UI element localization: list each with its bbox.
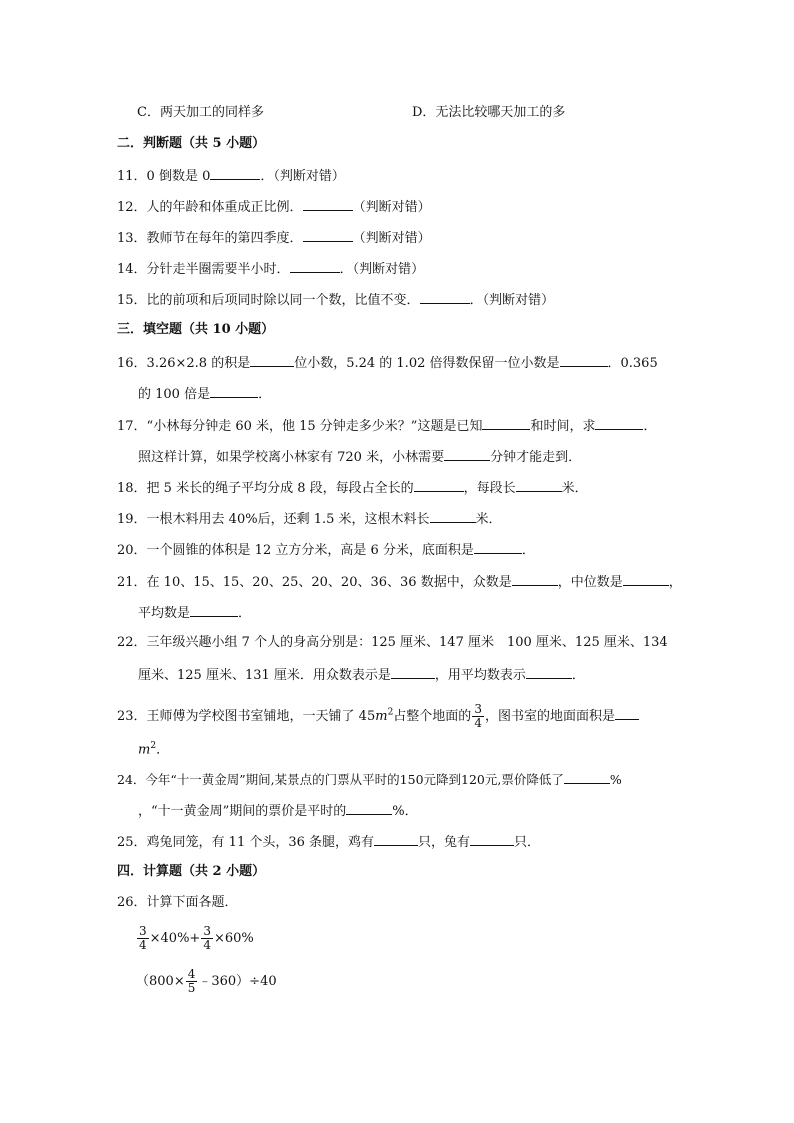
question-text: 一根木料用去 40%后，还剩 1.5 米，这根木料长: [146, 512, 430, 527]
question-23-line-2: [138, 737, 169, 759]
question-text: ．0.365: [607, 356, 658, 371]
answer-blank[interactable]: [414, 478, 464, 492]
answer-blank[interactable]: [346, 801, 392, 815]
fraction-four-fifths: $\frac{4}{5}$: [187, 967, 196, 995]
fraction-three-quarters: $\frac{3}{4}$: [139, 924, 147, 952]
question-22-line-1: [117, 634, 668, 652]
question-number: 20．: [117, 543, 147, 558]
question-text: 的 100 倍是: [138, 387, 211, 402]
question-text: 米．: [561, 481, 588, 496]
question-text: ，用平均数表示: [434, 668, 526, 683]
option-d: D．无法比较哪天加工的多: [412, 105, 566, 120]
answer-blank[interactable]: [512, 572, 558, 586]
question-text: ．: [238, 606, 252, 621]
question-text: 比的前项和后项同时除以同一个数，比值不变．: [146, 293, 420, 308]
question-text: 把 5 米长的绳子平均分成 8 段，每段占全长的: [146, 481, 414, 496]
answer-blank[interactable]: [526, 665, 572, 679]
expression-text: ×60%: [213, 931, 254, 946]
answer-blank[interactable]: [391, 665, 435, 679]
question-text: 计算下面各题．: [146, 895, 238, 910]
answer-blank[interactable]: [444, 447, 490, 461]
fraction-three-quarters: $\frac{3}{4}$: [474, 702, 482, 730]
question-25: [117, 832, 540, 852]
question-text: 和时间，求: [530, 419, 596, 434]
question-13: [117, 228, 431, 248]
expression-text: ﹣360）÷40: [198, 974, 277, 989]
question-text: ．: [258, 387, 272, 402]
question-text: 教师节在每年的第四季度．: [146, 231, 303, 246]
question-23-line-1: [117, 703, 639, 730]
answer-blank[interactable]: [420, 290, 470, 304]
question-text: ，: [668, 575, 682, 590]
question-text: 今年“十一黄金周”期间,某景点的门票从平时的150元降到120元,票价降低了: [145, 772, 564, 787]
unit-m: m: [375, 709, 388, 724]
answer-blank[interactable]: [564, 770, 610, 784]
question-number: 21．: [117, 575, 147, 590]
question-17-line-2: [138, 447, 581, 467]
question-text: %: [609, 772, 622, 787]
answer-blank[interactable]: [210, 384, 258, 398]
question-number: 19．: [117, 512, 147, 527]
question-number: 16．: [117, 356, 147, 371]
question-text: ．（判断对错）: [260, 169, 345, 184]
question-text: ．: [643, 419, 657, 434]
question-text: ．（判断对错）: [339, 262, 425, 277]
question-number: 23．: [117, 709, 147, 724]
question-24-line-2: [138, 801, 418, 821]
question-number: 22．: [117, 635, 147, 650]
question-text: ，“十一黄金周”期间的票价是平时的: [138, 804, 347, 819]
answer-blank[interactable]: [595, 416, 643, 430]
question-number: 13．: [117, 231, 147, 246]
section-judgement-title: 二．判断题（共 5 小题）: [117, 136, 266, 151]
question-number: 11．: [117, 169, 147, 184]
question-text: 照这样计算，如果学校离小林家有 720 米，小林需要: [138, 450, 445, 465]
question-text: ．: [521, 543, 535, 558]
unit-square: 2: [150, 741, 157, 751]
question-text: 只，兔有: [418, 835, 471, 850]
question-text: 厘米、125 厘米、131 厘米．用众数表示是: [138, 668, 391, 683]
question-text: 平均数是: [138, 606, 191, 621]
question-number: 12．: [117, 200, 147, 215]
answer-blank[interactable]: [615, 706, 639, 720]
question-text: 在 10、15、15、20、25、20、20、36、36 数据中，众数是: [146, 575, 512, 590]
question-text: 鸡兔同笼，有 11 个头，36 条腿，鸡有: [146, 835, 375, 850]
question-text: 3.26×2.8 的积是: [146, 356, 251, 371]
question-number: 24．: [117, 772, 146, 787]
question-text: ，每段长: [463, 481, 516, 496]
section-fill-title: 三．填空题（共 10 小题）: [117, 322, 275, 337]
question-text: 分针走半圈需要半小时．: [146, 262, 290, 277]
answer-blank[interactable]: [516, 478, 562, 492]
answer-blank[interactable]: [250, 353, 294, 367]
question-text: ，中位数是: [557, 575, 623, 590]
answer-blank[interactable]: [374, 832, 418, 846]
question-number: 14．: [117, 262, 147, 277]
question-text: 王师傅为学校图书室铺地，一天铺了 45: [146, 709, 376, 724]
question-number: 18．: [117, 481, 147, 496]
expression-2: [136, 965, 277, 999]
section-calc-title: 四．计算题（共 2 小题）: [117, 864, 266, 879]
question-18: [117, 478, 588, 498]
question-text: 只．: [514, 835, 541, 850]
question-17-line-1: [117, 416, 656, 436]
question-text: 0 倒数是 0: [146, 169, 211, 184]
question-text: 三年级兴趣小组 7 个人的身高分别是：125 厘米、147 厘米 100 厘米、125 厘米、134: [146, 635, 668, 650]
expression-1: [136, 922, 254, 956]
question-text: 占整个地面的: [393, 709, 472, 724]
question-number: 26．: [117, 895, 147, 910]
answer-blank[interactable]: [482, 416, 530, 430]
question-16-line-2: [138, 384, 271, 404]
question-text: （判断对错）: [352, 231, 431, 246]
question-text: ，图书室的地面面积是: [484, 709, 615, 724]
question-text: ．: [156, 742, 170, 758]
question-number: 15．: [117, 293, 147, 308]
expression-text: ×40%+: [149, 931, 201, 946]
question-text: ．（判断对错）: [469, 293, 555, 308]
answer-blank[interactable]: [290, 259, 340, 273]
question-text: 分钟才能走到．: [490, 450, 582, 465]
question-text: “小林每分钟走 60 米，他 15 分钟走多少米？”这题是已知: [146, 419, 483, 434]
answer-blank[interactable]: [303, 197, 353, 211]
answer-blank[interactable]: [303, 228, 353, 242]
question-19: [117, 509, 502, 529]
question-21-line-2: [138, 603, 251, 623]
question-text: ．: [571, 668, 585, 683]
expression-text: （800×: [136, 974, 185, 989]
option-c: C．两天加工的同样多: [137, 105, 264, 120]
fraction-three-quarters: $\frac{3}{4}$: [203, 924, 211, 952]
question-22-line-2: [138, 665, 585, 685]
unit-square: 2: [387, 707, 394, 718]
question-text: 一个圆锥的体积是 12 立方分米，高是 6 分米，底面积是: [146, 543, 474, 558]
answer-blank[interactable]: [560, 353, 608, 367]
question-text: 人的年龄和体重成正比例．: [146, 200, 303, 215]
question-text: %．: [392, 804, 418, 819]
question-26: [117, 894, 238, 912]
question-text: 米．: [475, 512, 502, 527]
question-12: [117, 197, 431, 217]
question-number: 17．: [117, 419, 147, 434]
question-text: （判断对错）: [352, 200, 431, 215]
question-21-line-1: [117, 572, 682, 592]
question-15: [117, 290, 554, 310]
question-14: [117, 259, 424, 279]
question-11: [117, 166, 345, 186]
unit-m: m: [138, 742, 151, 758]
question-20: [117, 540, 535, 560]
question-16-line-1: [117, 353, 658, 373]
question-24-line-1: [117, 770, 622, 789]
answer-blank[interactable]: [474, 540, 522, 554]
answer-blank[interactable]: [430, 509, 476, 523]
question-number: 25．: [117, 835, 147, 850]
answer-blank[interactable]: [210, 166, 260, 180]
question-text: 位小数，5.24 的 1.02 倍得数保留一位小数是: [294, 356, 560, 371]
answer-blank[interactable]: [623, 572, 669, 586]
answer-blank[interactable]: [470, 832, 514, 846]
answer-blank[interactable]: [190, 603, 238, 617]
